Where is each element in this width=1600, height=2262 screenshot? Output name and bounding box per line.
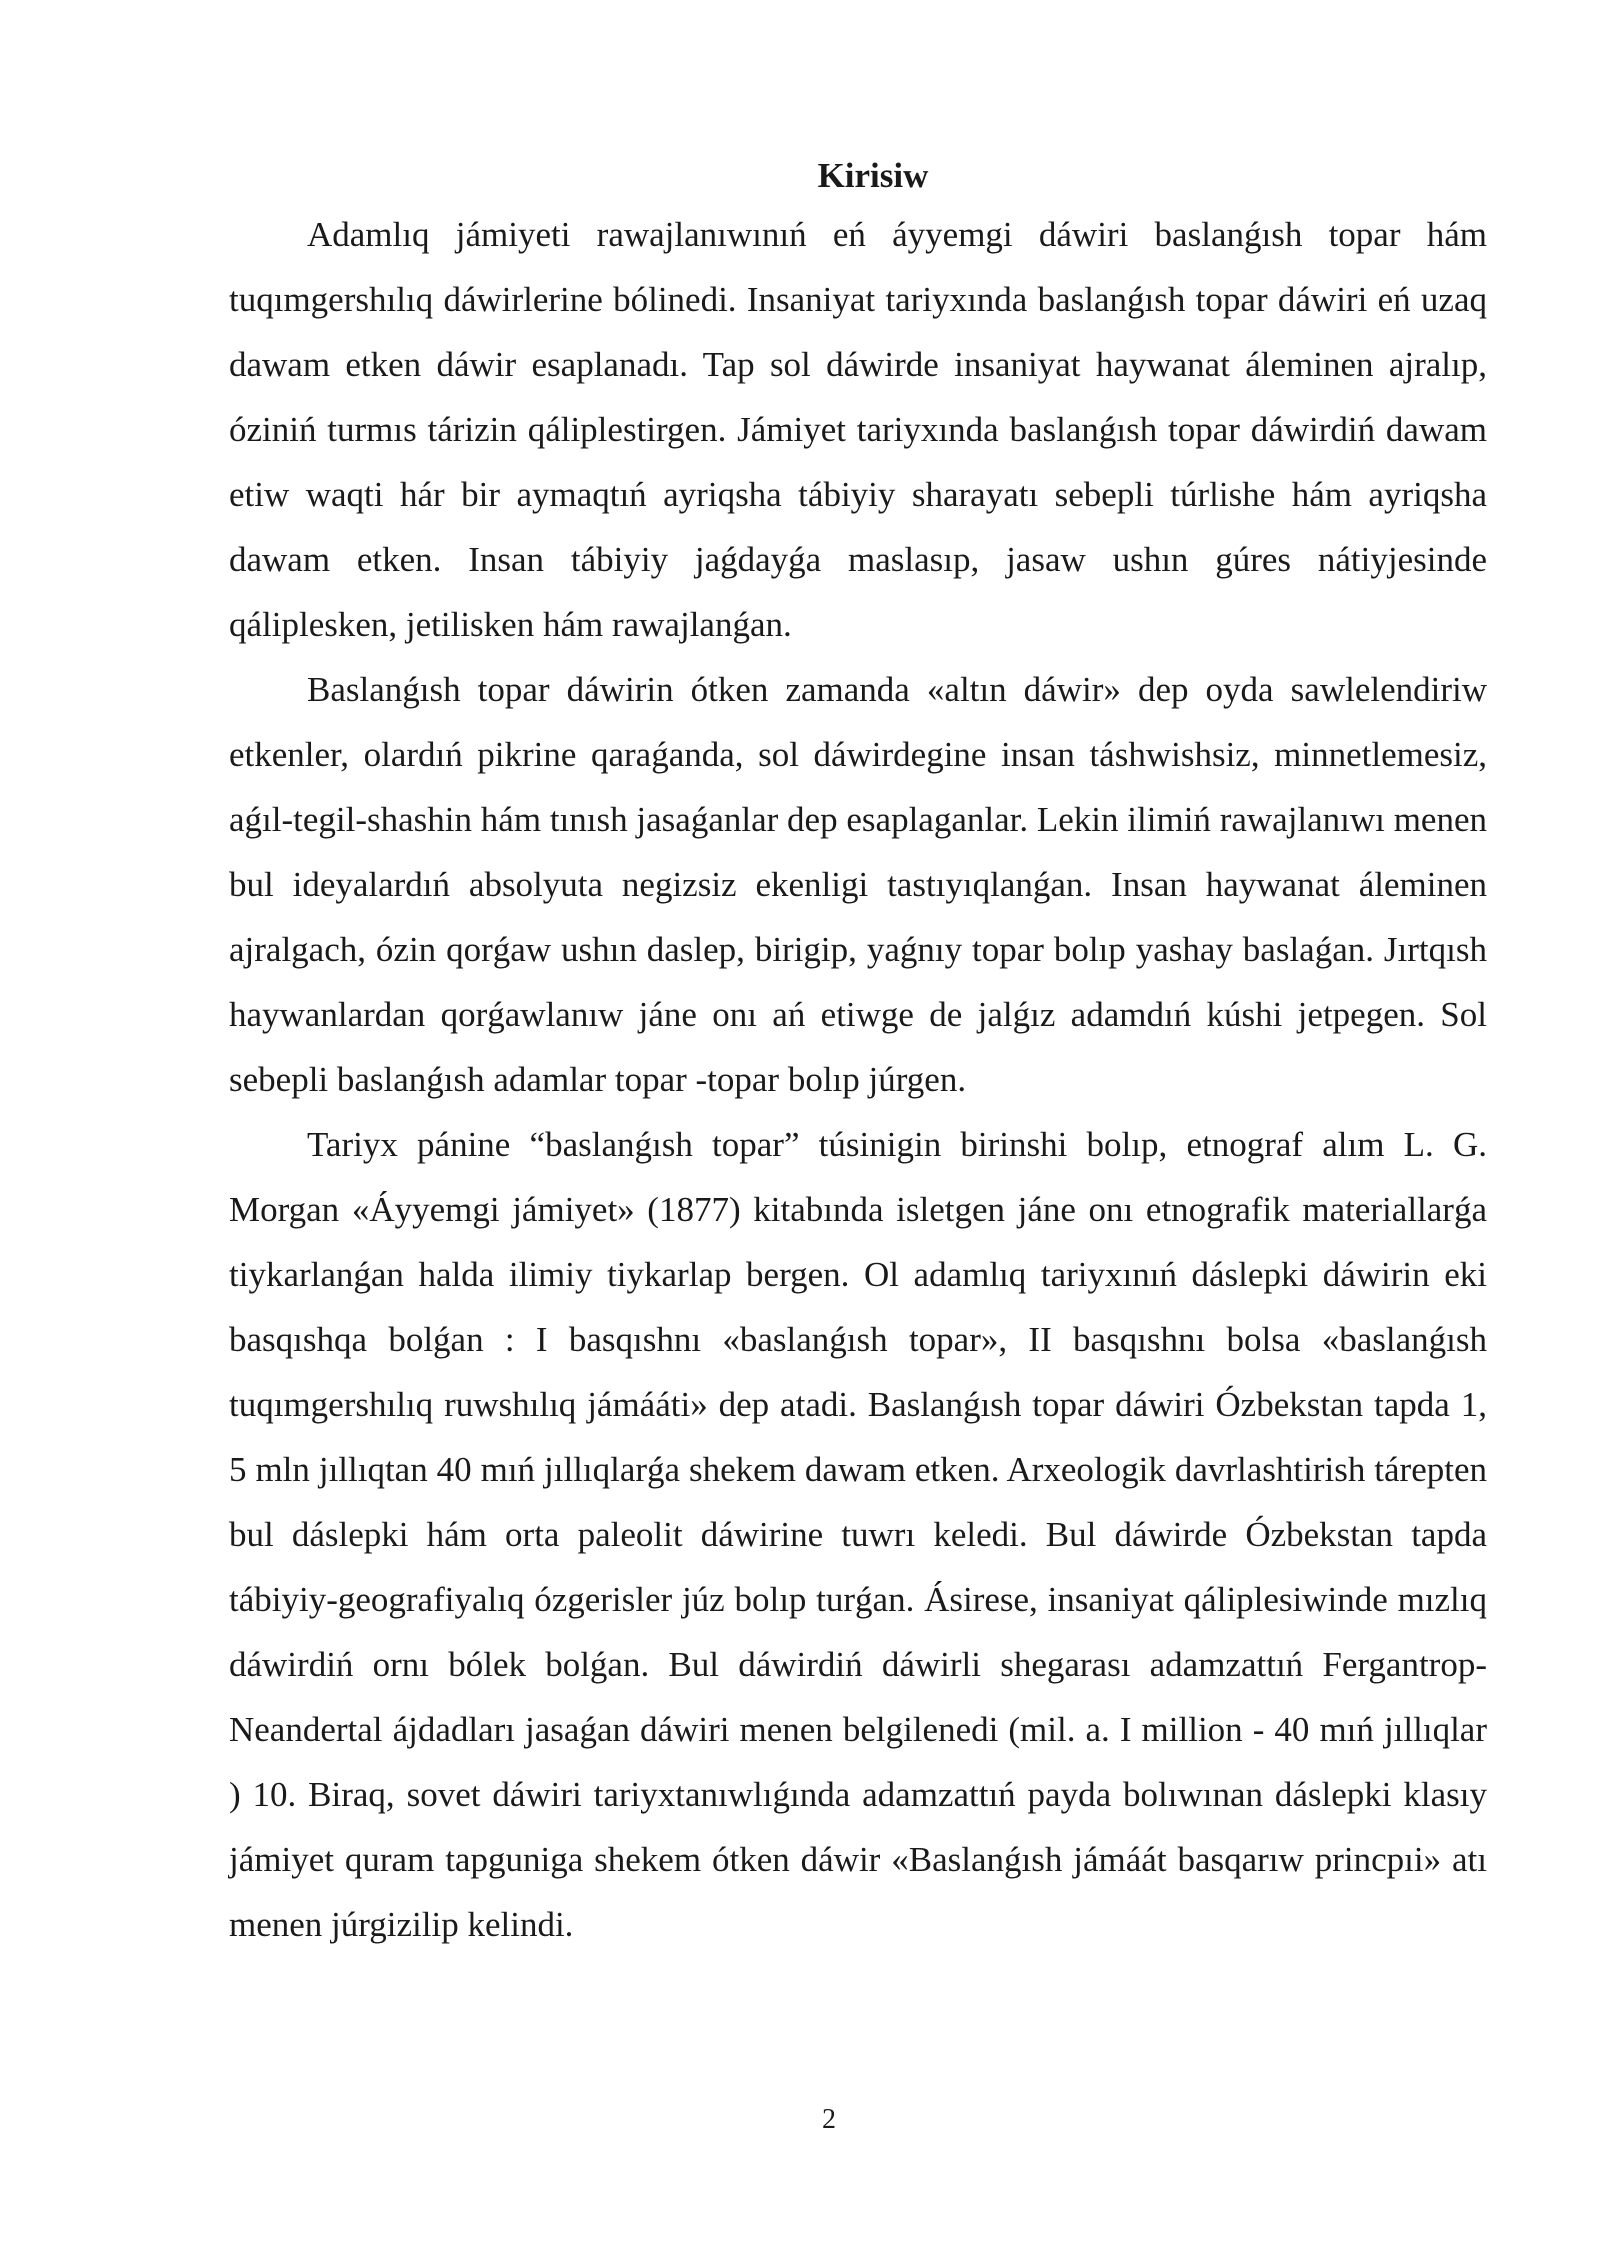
paragraph-2: Baslanǵısh topar dáwirin ótken zamanda «altın dáwir» dep oyda sawlelendiriw etkenler, olardıń pikrine qaraǵanda, sol dáwirdegine insan táshwishsiz, minnetlemesiz, aǵıl-tegil-shashin hám tınısh jasaǵanlar dep esaplaganlar. Lekin ilimiń rawajlanıwı menen bul ideyalardıń absolyuta negizsiz ekenligi tastıyıqlanǵan. Insan haywanat áleminen ajralgach, ózin qorǵaw ushın daslep, birigip, yaǵnıy topar bolıp yashay baslaǵan. Jırtqısh haywanlardan qorǵawlanıw jáne onı ań etiwge de jalǵız adamdıń kúshi jetpegen. Sol sebepli baslanǵısh adamlar topar -topar bolıp júrgen. <box>229 670 1487 1099</box>
paragraph-3: Tariyx pánine “baslanǵısh topar” túsinigin birinshi bolıp, etnograf alım L. G. Morgan «Áyyemgi jámiyet» (1877) kitabında isletgen jáne onı etnografik materiallarǵa tiykarlanǵan halda ilimiy tiykarlap bergen. Ol adamlıq tariyxınıń dáslepki dáwirin eki basqıshqa bolǵan : I basqıshnı «baslanǵısh topar», II basqıshnı bolsa «baslanǵısh tuqımgershılıq ruwshılıq jámááti» dep atadi. Baslanǵısh topar dáwiri Ózbekstan tapda 1, 5 mln jıllıqtan 40 mıń jıllıqlarǵa shekem dawam etken. Arxeologik davrlashtirish tárepten bul dáslepki hám orta paleolit dáwirine tuwrı keledi. Bul dáwirde Ózbekstan tapda tábiyiy-geografiyalıq ózgerisler júz bolıp turǵan. Ásirese, insaniyat qáliplesiwinde mızlıq dáwirdiń ornı bólek bolǵan. Bul dáwirdiń dáwirli shegarası adamzattıń Fergantrop-Neandertal ájdadları jasaǵan dáwiri menen belgilenedi (mil. a. I million - 40 mıń jıllıqlar ) 10. Biraq, sovet dáwiri tariyxtanıwlıǵında adamzattıń payda bolıwınan dáslepki klasıy jámiyet quram tapguniga shekem ótken dáwir «Baslanǵısh jámáát basqarıw princpıi» atı menen júrgizilip kelindi. <box>229 1125 1487 1944</box>
section-title: Kirisiw <box>817 156 929 195</box>
page-content <box>229 150 1487 1957</box>
paragraph-1: Adamlıq jámiyeti rawajlanıwınıń eń áyyemgi dáwiri baslanǵısh topar hám tuqımgershılıq dáwirlerine bólinedi. Insaniyat tariyxında baslanǵısh topar dáwiri eń uzaq dawam etken dáwir esaplanadı. Tap sol dáwirde insaniyat haywanat áleminen ajralıp, óziniń turmıs tárizin qáliplestirgen. Jámiyet tariyxında baslanǵısh topar dáwirdiń dawam etiw waqti hár bir aymaqtıń ayriqsha tábiyiy sharayatı sebepli túrlishe hám ayriqsha dawam etken. Insan tábiyiy jaǵdayǵa maslasıp, jasaw ushın gúres nátiyjesinde qáliplesken, jetilisken hám rawajlanǵan. <box>229 215 1487 644</box>
page-number: 2 <box>822 2104 836 2135</box>
